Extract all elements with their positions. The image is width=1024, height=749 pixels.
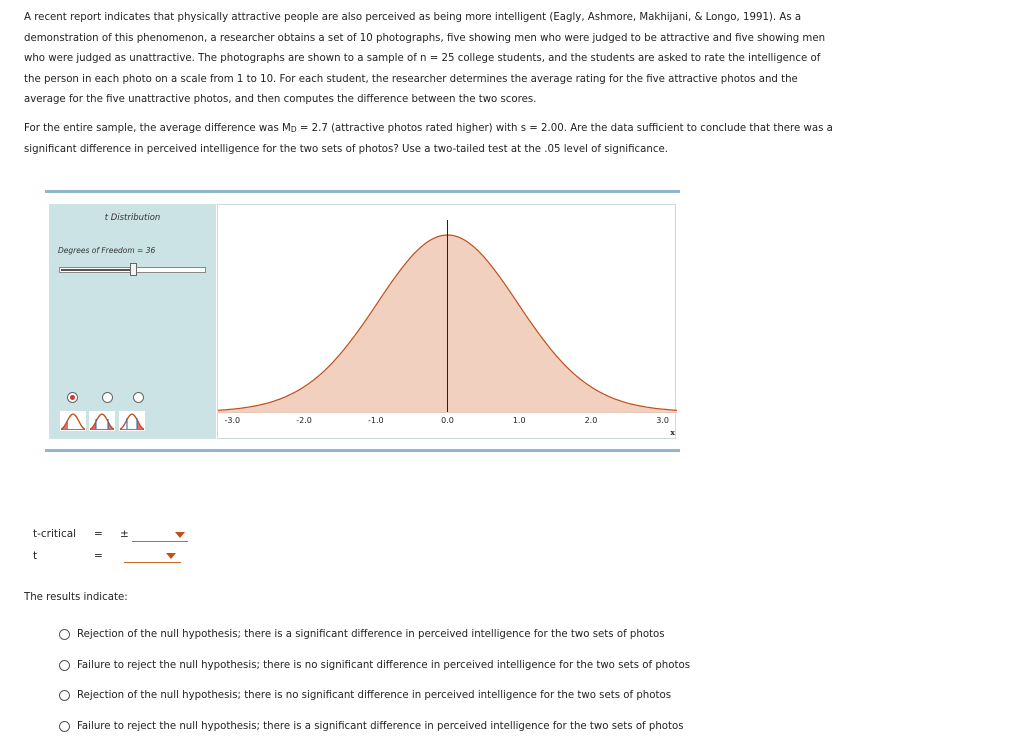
problem-text-b: = 2.7 (attractive photos rated higher) with s = 2.00. Are the data sufficient to conclude that there was a significant difference in perceived intelligence for the two sets of photos? Use a two-tailed test at the .05 level of significance. <box>24 123 833 155</box>
result-option-2-text: Failure to reject the null hypothesis; there is no significant difference in perceived intelligence for the two sets of photos <box>77 659 691 671</box>
x-tick-label: 1.0 <box>512 416 526 425</box>
x-tick-label: -2.0 <box>296 416 312 425</box>
plus-minus-sign: ± <box>120 528 129 540</box>
widget-top-rule <box>45 190 680 193</box>
t-statistic-dropdown-underline[interactable] <box>124 562 181 563</box>
control-panel <box>49 204 216 439</box>
x-tick-label: 2.0 <box>584 416 598 425</box>
df-slider-thumb[interactable] <box>130 263 137 276</box>
distribution-svg <box>218 205 677 440</box>
problem-subscript: D <box>290 125 297 134</box>
result-option-3-radio[interactable] <box>59 690 70 701</box>
result-option-4-radio[interactable] <box>59 721 70 732</box>
one-tail-left-icon[interactable] <box>60 411 86 431</box>
tail-radio-left[interactable] <box>67 392 78 403</box>
t-statistic-dropdown-arrow-icon[interactable] <box>166 553 176 559</box>
result-option-1-text: Rejection of the null hypothesis; there is a significant difference in perceived intelligence for the two sets of photos <box>77 628 665 640</box>
result-option-2-radio[interactable] <box>59 660 70 671</box>
problem-paragraph-1: A recent report indicates that physically attractive people are also perceived as being more intelligent (Eagly, Ashmore, Makhijani, & Longo, 1991). As a demonstration of this phenomenon, a researcher obtains a set of 10 photographs, five showing men who were judged to be attractive and five showing men who were judged as unattractive. The photographs are shown to a sample of n = 25 college students, and the students are asked to rate the intelligence of the person in each photo on a scale from 1 to 10. For each student, the researcher determines the average rating for the five attractive photos and the average for the five unattractive photos, and then computes the difference between the two scores. <box>24 12 826 105</box>
result-option-1-radio[interactable] <box>59 629 70 640</box>
t-statistic-equals: = <box>94 550 103 562</box>
result-option-2[interactable] <box>59 657 690 673</box>
t-critical-label: t-critical <box>33 528 77 540</box>
t-critical-dropdown-arrow-icon[interactable] <box>175 532 185 538</box>
two-tail-icon[interactable] <box>89 411 115 431</box>
x-tick-label: -3.0 <box>224 416 241 425</box>
degrees-of-freedom-label: Degrees of Freedom = 36 <box>58 246 156 255</box>
one-tail-right-icon[interactable] <box>119 411 145 431</box>
result-option-1[interactable] <box>59 626 665 642</box>
t-critical-dropdown-underline[interactable] <box>132 541 188 542</box>
widget-title: t Distribution <box>104 213 161 223</box>
problem-text-a: For the entire sample, the average difference was M <box>24 123 291 134</box>
t-statistic-label: t <box>33 550 38 562</box>
distribution-plot <box>217 204 676 439</box>
problem-paragraph-2 <box>24 119 834 160</box>
x-tick-label: 3.0 <box>656 416 670 425</box>
result-option-3-text: Rejection of the null hypothesis; there is no significant difference in perceived intelligence for the two sets of photos <box>77 689 672 701</box>
result-option-3[interactable] <box>59 687 671 703</box>
tail-radio-two[interactable] <box>102 392 113 403</box>
df-slider-fill <box>61 269 134 271</box>
tail-radio-right[interactable] <box>133 392 144 403</box>
result-option-4-text: Failure to reject the null hypothesis; there is a significant difference in perceived intelligence for the two sets of photos <box>77 720 684 732</box>
result-option-4[interactable] <box>59 718 684 734</box>
t-distribution-widget <box>45 190 680 454</box>
results-label: The results indicate: <box>24 592 128 603</box>
x-axis-label: x <box>670 428 675 437</box>
x-tick-label: -1.0 <box>367 416 384 425</box>
widget-bottom-rule <box>45 449 680 452</box>
x-tick-label: 0.0 <box>441 416 454 425</box>
t-critical-equals: = <box>94 528 103 540</box>
